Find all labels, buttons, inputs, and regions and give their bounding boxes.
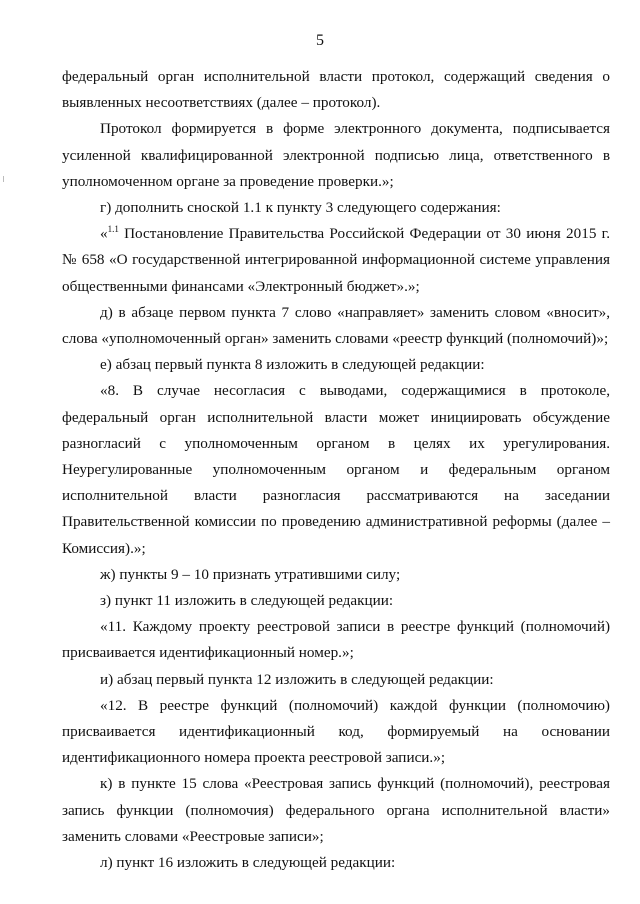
paragraph-item-e: е) абзац первый пункта 8 изложить в следующей редакции: (100, 356, 485, 374)
footnote-superscript: 1.1 (107, 224, 119, 235)
paragraph-protocol-format: Протокол формируется в форме электронного документа, подписывается усиленной квалифицированной электронной подписью лица, ответственного в уполномоченном органе за проведение проверки.»; (62, 120, 610, 190)
paragraph-footnote-1-1 (62, 221, 610, 300)
page-number: 5 (316, 32, 324, 49)
margin-mark (3, 176, 4, 182)
paragraph-item-l: л) пункт 16 изложить в следующей редакции: (100, 854, 396, 872)
paragraph-point-11: «11. Каждому проекту реестровой записи в реестре функций (полномочий) присваивается идентификационный номер.»; (62, 618, 610, 662)
paragraph-point-8: «8. В случае несогласия с выводами, содержащимися в протоколе, федеральный орган исполнительной власти может инициировать обсуждение разногласий с уполномоченным органом в целях их урегулирования. Неурегулированные уполномоченным органом и федеральным органом исполнительной власти разногласия рассматриваются на заседании Правительственной комиссии по проведению административной реформы (далее – Комиссия).»; (62, 382, 610, 557)
paragraph-item-zh: ж) пункты 9 – 10 признать утратившими силу; (100, 565, 401, 583)
paragraph-item-z: з) пункт 11 изложить в следующей редакции: (100, 592, 394, 610)
paragraph-continuation: федеральный орган исполнительной власти протокол, содержащий сведения о выявленных несоответствиях (далее – протокол). (62, 68, 610, 112)
footnote-text: Постановление Правительства Российской Федерации от 30 июня 2015 г. № 658 «О государственной интегрированной информационной системе управления общественными финансами «Электронный бюджет».»; (62, 225, 610, 295)
paragraph-item-d: д) в абзаце первом пункта 7 слово «направляет» заменить словом «вносит», слова «уполномоченный орган» заменить словами «реестр функций (полномочий)»; (62, 303, 610, 348)
paragraph-item-k: к) в пункте 15 слова «Реестровая запись функций (полномочий), реестровая запись функции (полномочия) федерального органа исполнительной власти» заменить словами «Реестровые записи»; (62, 775, 610, 845)
paragraph-point-12: «12. В реестре функций (полномочий) каждой функции (полномочию) присваивается идентификационный код, формируемый на основании идентификационного номера проекта реестровой записи.»; (62, 696, 610, 767)
paragraph-item-i: и) абзац первый пункта 12 изложить в следующей редакции: (100, 670, 494, 688)
quote-open: « (100, 225, 108, 243)
paragraph-item-g: г) дополнить сноской 1.1 к пункту 3 следующего содержания: (100, 199, 501, 217)
document-body (62, 64, 610, 876)
